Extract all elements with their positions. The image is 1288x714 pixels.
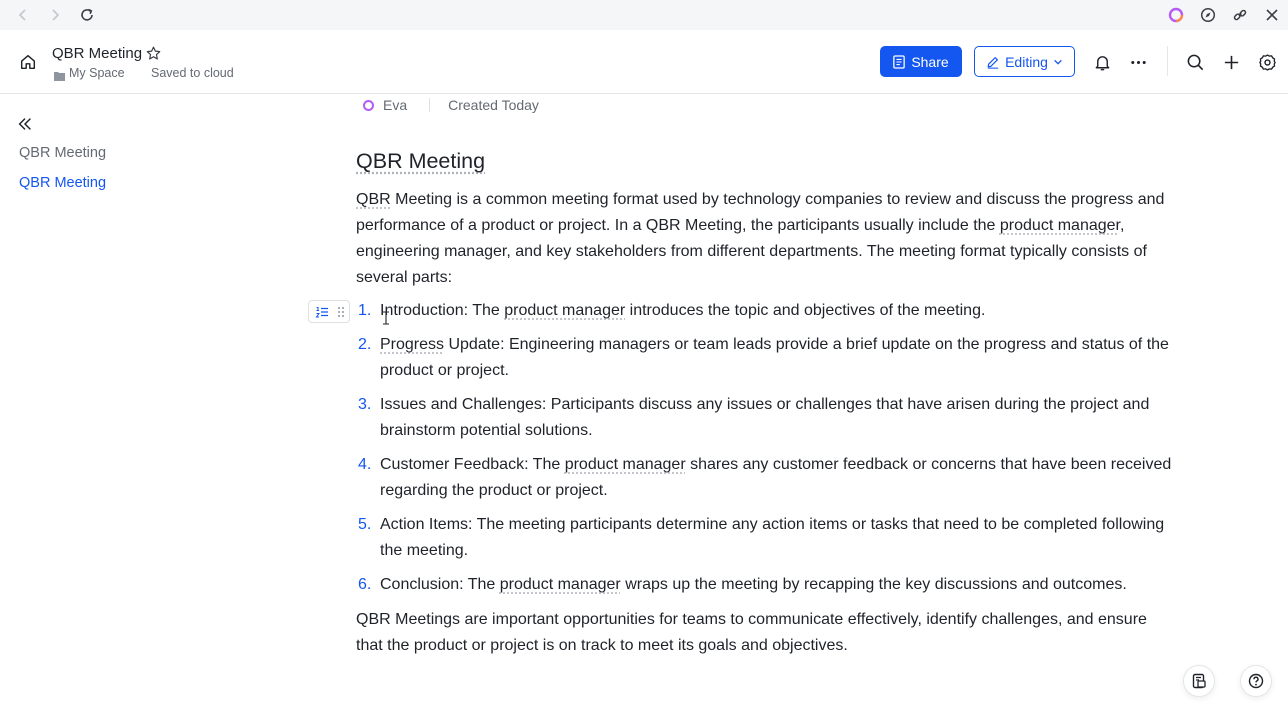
editing-mode-button[interactable]	[974, 46, 1075, 77]
drag-handle-icon[interactable]	[334, 305, 348, 319]
list-text: Action Items: The meeting participants determine any action items or tasks that need to be completed following the meeting.	[380, 516, 1165, 559]
gear-icon[interactable]	[1255, 50, 1279, 74]
header-divider	[1167, 46, 1168, 76]
ordered-list	[356, 298, 1176, 606]
doc-header	[0, 30, 1288, 94]
list-text: Update: Engineering managers or team leads provide a brief update on the progress and status of the product or project.	[380, 336, 1169, 379]
block-handle[interactable]	[308, 300, 350, 323]
list-term: product manager	[504, 302, 626, 319]
list-item[interactable]	[356, 298, 1176, 324]
intro-term: product manager	[999, 217, 1120, 234]
doc-title[interactable]: QBR Meeting	[52, 45, 143, 62]
chevron-down-icon	[1053, 57, 1063, 67]
created-date: Created Today	[448, 97, 539, 113]
meta-divider	[429, 98, 430, 112]
more-icon[interactable]	[1126, 50, 1150, 74]
share-doc-icon	[893, 55, 905, 69]
link-icon[interactable]	[1230, 5, 1250, 25]
list-text: introduces the topic and objectives of the meeting.	[625, 302, 986, 319]
list-term: product manager	[564, 456, 686, 473]
share-button[interactable]	[880, 46, 962, 77]
list-text: shares any customer feedback or concerns that have been received regarding the product or project.	[380, 456, 1172, 499]
list-item[interactable]	[356, 512, 1176, 564]
list-number: 2.	[358, 336, 372, 353]
heading-text: QBR Meeting	[356, 149, 486, 173]
doc-panel-icon	[1191, 673, 1207, 689]
intro-paragraph[interactable]	[356, 187, 1176, 291]
list-number: 1.	[358, 302, 372, 319]
space-breadcrumb[interactable]: My Space	[69, 66, 125, 80]
list-number: 5.	[358, 516, 372, 533]
share-label: Share	[911, 53, 949, 70]
app-icon[interactable]	[1166, 5, 1186, 25]
outline-item-heading[interactable]: QBR Meeting	[19, 175, 107, 191]
close-icon[interactable]	[1262, 5, 1282, 25]
intro-text: , engineering manager, and key stakeholders from different departments. The meeting format typically consists of several parts:	[356, 217, 1147, 286]
collapse-icon[interactable]	[16, 115, 36, 135]
help-button[interactable]	[1240, 665, 1272, 697]
author-name[interactable]: Eva	[383, 97, 408, 113]
search-icon[interactable]	[1183, 50, 1207, 74]
pencil-icon	[986, 55, 1000, 69]
list-text: Introduction: The	[380, 302, 505, 319]
folder-icon	[54, 68, 65, 78]
bell-icon[interactable]	[1090, 50, 1114, 74]
list-number: 6.	[358, 576, 372, 593]
intro-term: QBR	[356, 191, 391, 208]
doc-heading[interactable]	[356, 149, 485, 174]
list-text: Customer Feedback: The	[380, 456, 565, 473]
list-term: Progress	[380, 336, 445, 353]
list-item[interactable]	[356, 332, 1176, 384]
list-text: wraps up the meeting by recapping the key discussions and outcomes.	[620, 576, 1127, 593]
outline-item-doc[interactable]: QBR Meeting	[19, 145, 107, 161]
help-icon	[1248, 673, 1264, 689]
doc-panel-button[interactable]	[1183, 665, 1215, 697]
list-term: product manager	[499, 576, 621, 593]
list-item[interactable]	[356, 572, 1176, 598]
list-number: 4.	[358, 456, 372, 473]
text-cursor-icon	[382, 311, 390, 325]
avatar	[363, 100, 374, 111]
list-number: 3.	[358, 396, 372, 413]
list-item[interactable]	[356, 452, 1176, 504]
back-icon[interactable]	[13, 5, 33, 25]
intro-text: Meeting is a common meeting format used by technology companies to review and discuss the progress and performance of a product or project. In a QBR Meeting, the participants usually include the	[356, 191, 1165, 234]
compass-icon[interactable]	[1198, 5, 1218, 25]
browser-toolbar	[0, 0, 1288, 30]
save-status: Saved to cloud	[151, 66, 234, 80]
plus-icon[interactable]	[1219, 50, 1243, 74]
forward-icon[interactable]	[45, 5, 65, 25]
doc-meta	[363, 96, 539, 114]
reload-icon[interactable]	[77, 5, 97, 25]
ordered-list-icon[interactable]	[315, 305, 329, 319]
list-text: Conclusion: The	[380, 576, 500, 593]
conclusion-paragraph[interactable]: QBR Meetings are important opportunities for teams to communicate effectively, identify challenges, and ensure that the product or project is on track to meet its goals and objectives.	[356, 611, 1147, 654]
star-icon[interactable]	[145, 45, 162, 62]
home-icon[interactable]	[17, 51, 39, 73]
list-text: Issues and Challenges: Participants discuss any issues or challenges that have arisen during the project and brainstorm potential solutions.	[380, 396, 1150, 439]
editing-label: Editing	[1005, 53, 1048, 70]
list-item[interactable]	[356, 392, 1176, 444]
